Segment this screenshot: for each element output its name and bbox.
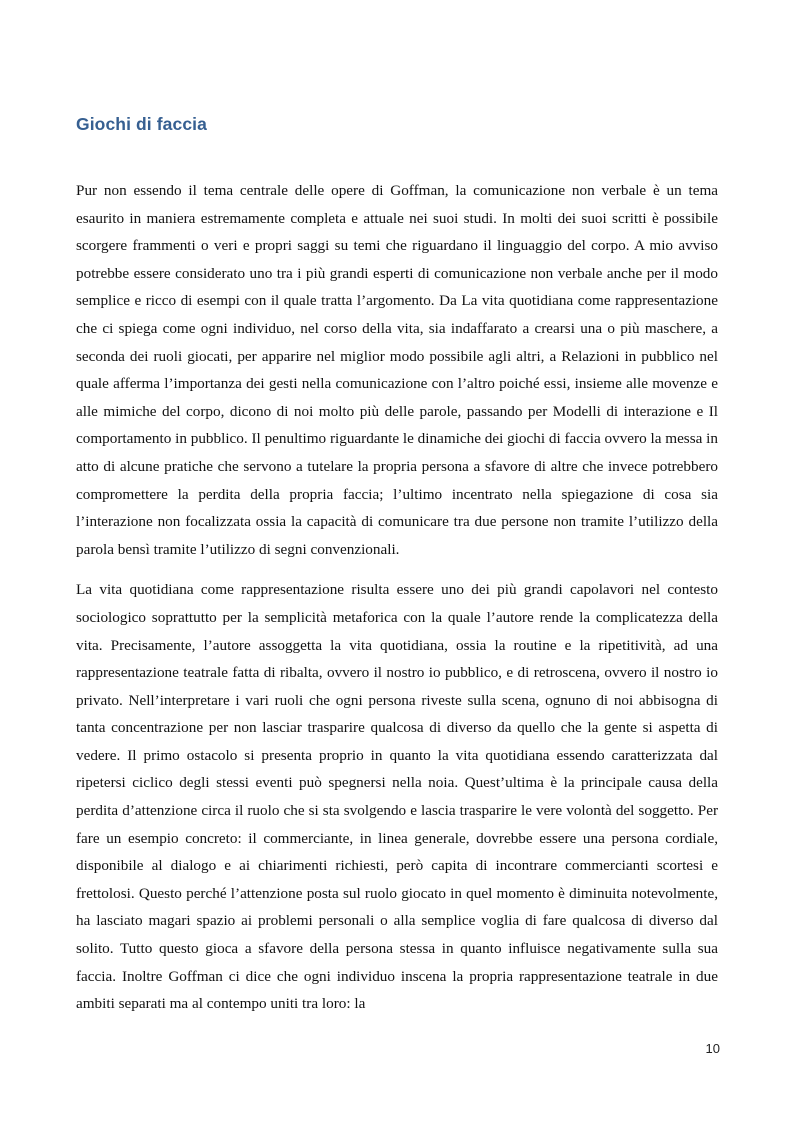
body-text: [76, 177, 718, 1018]
paragraph: Pur non essendo il tema centrale delle opere di Goffman, la comunicazione non verbale è un tema esaurito in maniera estremamente completa e attuale nei suoi studi. In molti dei suoi scritti è possibile scorgere frammenti o veri e propri saggi su temi che riguardano il linguaggio del corpo. A mio avviso potrebbe essere considerato uno tra i più grandi esperti di comunicazione non verbale anche per il modo semplice e ricco di esempi con il quale tratta l’argomento. Da La vita quotidiana come rappresentazione che ci spiega come ogni individuo, nel corso della vita, sia indaffarato a crearsi una o più maschere, a seconda dei ruoli giocati, per apparire nel miglior modo possibile agli altri, a Relazioni in pubblico nel quale afferma l’importanza dei gesti nella comunicazione con l’altro poiché essi, insieme alle movenze e alle mimiche del corpo, dicono di noi molto più delle parole, passando per Modelli di interazione e Il comportamento in pubblico. Il penultimo riguardante le dinamiche dei giochi di faccia ovvero la messa in atto di alcune pratiche che servono a tutelare la propria persona a sfavore di altre che invece potrebbero compromettere la perdita della propria faccia; l’ultimo incentrato nella spiegazione di cosa sia l’interazione non focalizzata ossia la capacità di comunicare tra due persone non tramite l’utilizzo della parola bensì tramite l’utilizzo di segni convenzionali.: [76, 182, 718, 558]
paragraph: La vita quotidiana come rappresentazione risulta essere uno dei più grandi capolavori nel contesto sociologico soprattutto per la semplicità metaforica con la quale l’autore rende la complicatezza della vita. Precisamente, l’autore assoggetta la vita quotidiana, ossia la routine e la ripetitività, ad una rappresentazione teatrale fatta di ribalta, ovvero il nostro io pubblico, e di retroscena, ovvero il nostro io privato. Nell’interpretare i vari ruoli che ogni persona riveste sulla scena, ognuno di noi abbisogna di tanta concentrazione per non lasciar trasparire qualcosa di diverso da quello che la gente si aspetta di vedere. Il primo ostacolo si presenta proprio in quanto la vita quotidiana essendo caratterizzata dal ripetersi ciclico degli stessi eventi può spegnersi nella noia. Quest’ultima è la principale causa della perdita d’attenzione circa il ruolo che si sta svolgendo e lascia trasparire le vere volontà del soggetto. Per fare un esempio concreto: il commerciante, in linea generale, dovrebbe essere una persona cordiale, disponibile al dialogo e ai chiarimenti richiesti, però capita di incontrare commercianti scortesi e frettolosi. Questo perché l’attenzione posta sul ruolo giocato in quel momento è diminuita notevolmente, ha lasciato magari spazio ai problemi personali o alla semplice voglia di fare qualcosa di diverso dal solito. Tutto questo gioca a sfavore della persona stessa in quanto influisce negativamente sulla sua faccia. Inoltre Goffman ci dice che ogni individuo inscena la propria rappresentazione teatrale in due ambiti separati ma al contempo uniti tra loro: la: [76, 581, 718, 1013]
page-number: 10: [705, 1041, 720, 1056]
section-heading: Giochi di faccia: [76, 114, 207, 134]
